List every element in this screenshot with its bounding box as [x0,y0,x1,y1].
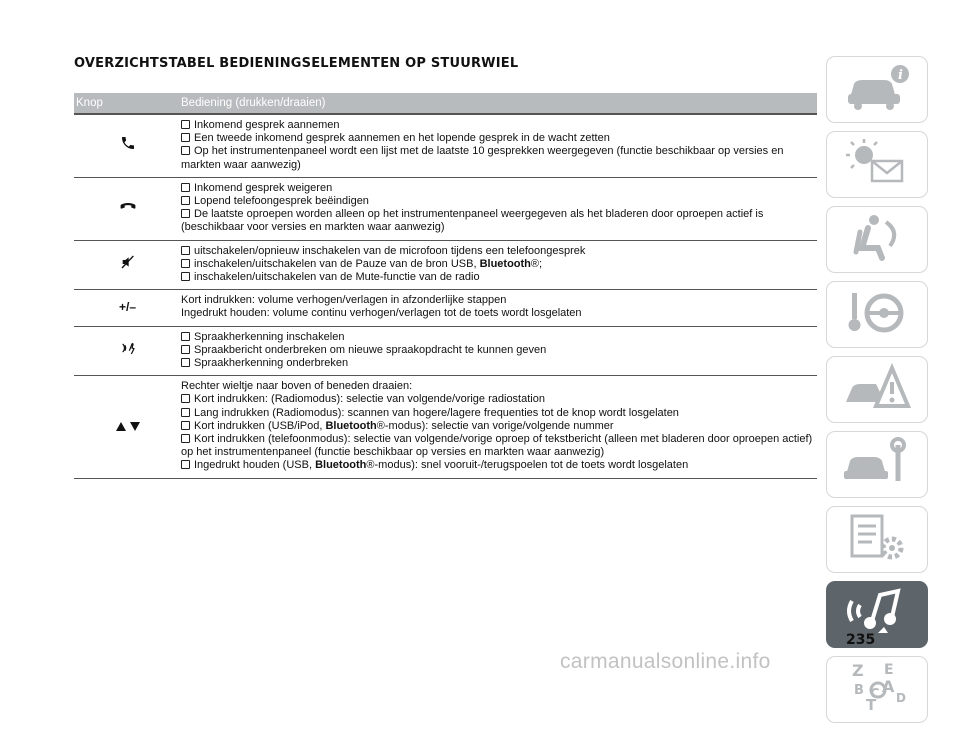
line-text: Ingedrukt houden (USB, [194,459,316,472]
checkbox-bullet-icon [181,460,190,469]
description-line [181,195,813,208]
description-line [181,271,813,284]
line-text: Spraakherkenning inschakelen [194,330,345,343]
knop-cell [74,119,181,172]
index-letter: E [884,662,894,678]
table-row [74,241,817,291]
line-text: Kort indrukken: volume verhogen/verlagen in afzonderlijke stappen [181,294,507,307]
description-line [181,119,813,132]
line-text: ®-modus): snel vooruit-/terugspoelen tot de toets wordt losgelaten [366,459,689,472]
line-text: Rechter wieltje naar boven of beneden draaien: [181,380,413,393]
line-text: Kort indrukken: (Radiomodus): selectie van volgende/vorige radiostation [194,393,545,406]
description-line [181,331,813,344]
checkbox-bullet-icon [181,345,190,354]
controls-table [74,93,817,479]
line-text: inschakelen/uitschakelen van de Pauze van de bron USB, [194,257,480,270]
description-line [181,245,813,258]
description-line [181,294,813,307]
table-row [74,115,817,178]
table-row [74,290,817,326]
seat-airbag-icon [842,212,912,267]
chapter-tabs [826,56,928,731]
table-header [74,93,817,115]
line-text: Op het instrumentenpaneel wordt een lijst met de laatste 10 gesprekken weergegeven (functie beschikbaar op versies en markten waar aanwezig) [181,145,784,171]
line-text: Kort indrukken (telefoonmodus): selectie van volgende/vorige oproep of tekstbericht (alleen met bladeren door oproepen actief) op het instrumentenpaneel (functie beschikbaar op versies en markten waar aanwezig) [181,433,813,459]
description-line [181,380,813,393]
accident-warning-icon [842,362,912,417]
chapter-tab[interactable] [826,206,928,273]
description-line [181,145,813,171]
chapter-tab[interactable] [826,506,928,573]
car-service-tools-icon [842,437,912,492]
line-text: ®; [530,257,543,270]
header-knop: Knop [76,97,103,109]
chapter-tab[interactable] [826,281,928,348]
key-steering-wheel-icon [842,287,912,342]
knop-cell [74,331,181,371]
mute-icon [120,254,136,275]
line-text: Lang indrukken (Radiomodus): scannen van hogere/lagere frequenties tot de knop wordt losgelaten [194,406,679,419]
bluetooth-brand-text: Bluetooth [315,459,367,472]
chapter-tab[interactable] [826,581,928,648]
bediening-cell [181,380,817,472]
line-text: De laatste oproepen worden alleen op het instrumentenpaneel weergegeven als het bladeren door oproepen actief is (beschikbaar voor versies en markten waar aanwezig) [181,208,764,234]
description-line [181,407,813,420]
svg-text:i: i [898,68,903,83]
description-line [181,182,813,195]
technical-data-icon [842,512,912,567]
chapter-tab[interactable] [826,131,928,198]
volume-label: +/– [118,300,136,315]
description-line [181,459,813,472]
table-row [74,178,817,241]
checkbox-bullet-icon [181,133,190,142]
checkbox-bullet-icon [181,183,190,192]
knop-cell [74,380,181,472]
line-text: ®-modus): selectie van vorige/volgende nummer [376,419,614,432]
bluetooth-brand-text: Bluetooth [479,257,531,270]
chapter-tab[interactable] [826,431,928,498]
table-row [74,327,817,377]
checkbox-bullet-icon [181,421,190,430]
line-text: uitschakelen/opnieuw inschakelen van de microfoon tijdens een telefoongesprek [194,244,586,257]
checkbox-bullet-icon [181,196,190,205]
description-line [181,258,813,271]
chapter-tab[interactable] [826,56,928,123]
checkbox-bullet-icon [181,209,190,218]
chapter-tab[interactable] [826,656,928,723]
knop-cell [74,245,181,285]
description-line [181,132,813,145]
alphabetical-index-icon [842,662,912,717]
checkbox-bullet-icon [181,272,190,281]
bediening-cell [181,331,817,371]
line-text: Ingedrukt houden: volume continu verhogen/verlagen tot de toets wordt losgelaten [181,307,582,320]
bediening-cell [181,245,817,285]
line-text: Kort indrukken (USB/iPod, [194,419,326,432]
checkbox-bullet-icon [181,434,190,443]
watermark: carmanualsonline.info [560,650,771,673]
up-down-arrows-icon [116,422,140,431]
index-letter: C [870,687,880,702]
page-title: OVERZICHTSTABEL BEDIENINGSELEMENTEN OP STUURWIEL [74,56,519,71]
index-letter: A [882,677,895,696]
phone-answer-icon [120,135,136,156]
line-text: Inkomend gesprek weigeren [194,181,333,194]
knop-cell [74,182,181,235]
checkbox-bullet-icon [181,120,190,129]
car-info-icon [842,62,912,117]
header-bediening: Bediening (drukken/draaien) [181,97,326,109]
phone-hangup-icon [119,199,137,217]
line-text: Spraakherkenning onderbreken [194,357,349,370]
index-letter: Z [852,661,864,680]
checkbox-bullet-icon [181,246,190,255]
description-line [181,420,813,433]
index-letter: T [866,696,877,714]
line-text: Spraakbericht onderbreken om nieuwe spraakopdracht te kunnen geven [194,343,547,356]
chapter-tab[interactable] [826,356,928,423]
checkbox-bullet-icon [181,332,190,341]
voice-recognition-icon [120,340,136,361]
description-line [181,433,813,459]
checkbox-bullet-icon [181,146,190,155]
checkbox-bullet-icon [181,408,190,417]
description-line [181,208,813,234]
table-row [74,376,817,478]
index-letter: D [896,691,906,705]
description-line [181,393,813,406]
bediening-cell [181,182,817,235]
checkbox-bullet-icon [181,259,190,268]
bediening-cell [181,294,817,320]
line-text: Inkomend gesprek aannemen [194,119,340,131]
line-text: Lopend telefoongesprek beëindigen [194,195,369,208]
table-body [74,115,817,479]
page-number: 235 [846,632,876,648]
bediening-cell [181,119,817,172]
warning-lights-message-icon [842,137,912,192]
description-line [181,344,813,357]
checkbox-bullet-icon [181,358,190,367]
description-line [181,357,813,370]
index-letter: B [854,683,864,698]
knop-cell [74,294,181,320]
bluetooth-brand-text: Bluetooth [325,419,377,432]
line-text: inschakelen/uitschakelen van de Mute-functie van de radio [194,271,480,284]
line-text: Een tweede inkomend gesprek aannemen en het lopende gesprek in de wacht zetten [194,132,610,145]
description-line [181,307,813,320]
checkbox-bullet-icon [181,394,190,403]
